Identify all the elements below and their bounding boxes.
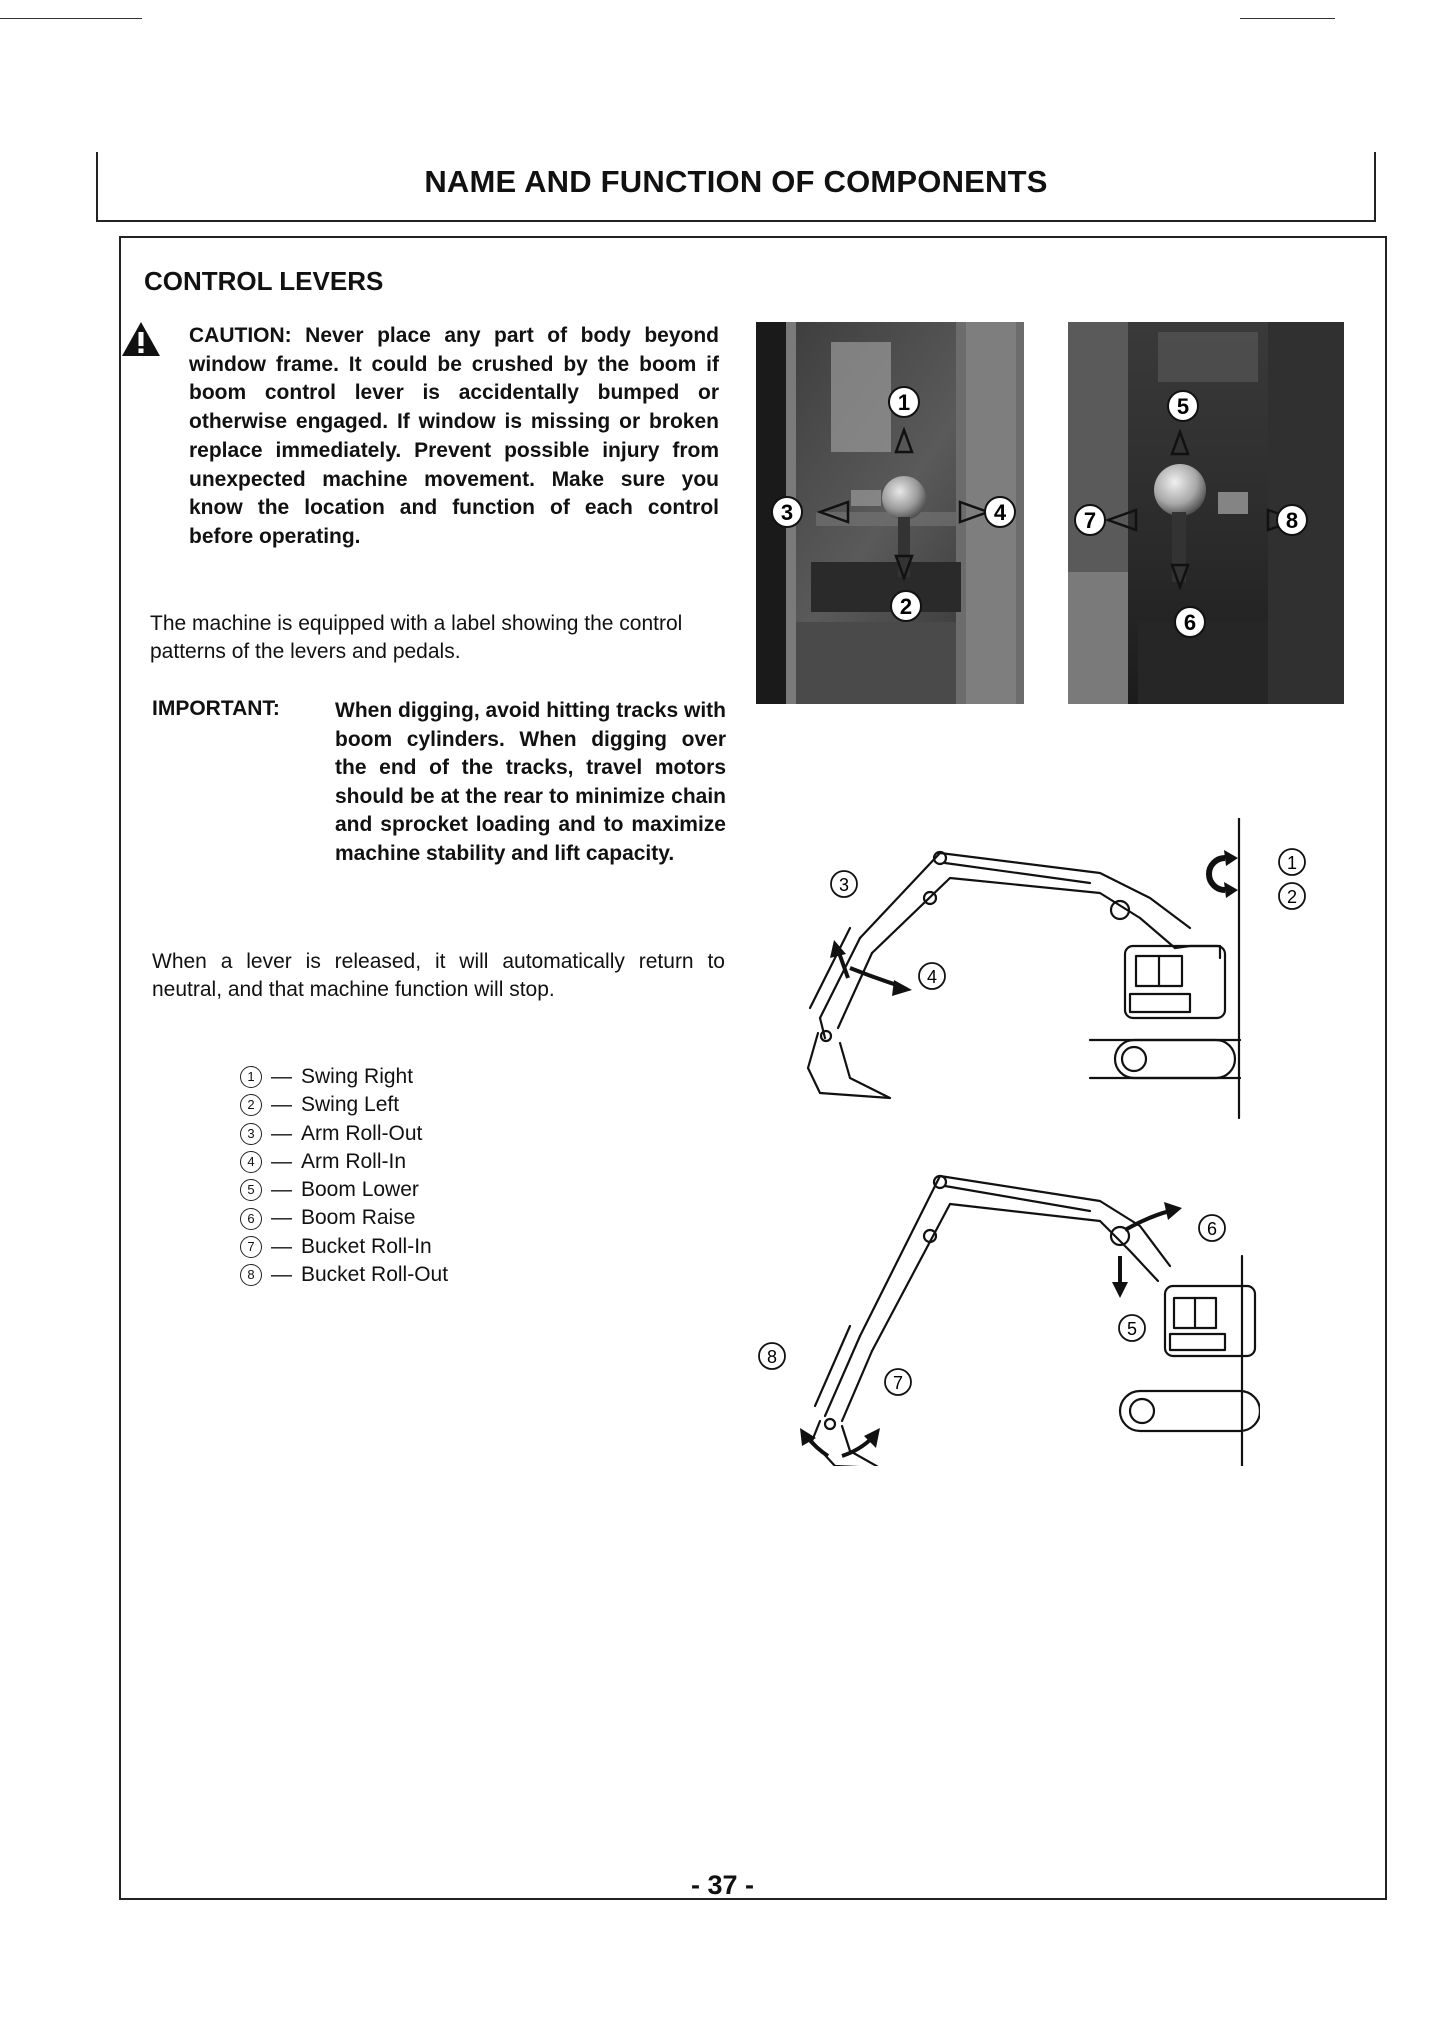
photo-label-5 bbox=[1168, 391, 1198, 421]
svg-text:1: 1 bbox=[1286, 853, 1298, 873]
legend-label: Arm Roll-Out bbox=[301, 1121, 423, 1145]
left-lever-photo bbox=[756, 322, 1024, 704]
photo-label-1 bbox=[889, 387, 919, 417]
diagram-label-4 bbox=[919, 963, 945, 989]
legend-dash: — bbox=[271, 1093, 292, 1117]
photo-label-4 bbox=[985, 497, 1015, 527]
legend-number: 3 bbox=[240, 1123, 262, 1145]
legend-number: 4 bbox=[240, 1151, 262, 1173]
legend-label: Boom Raise bbox=[301, 1206, 416, 1230]
legend-item bbox=[240, 1063, 448, 1091]
svg-text:8: 8 bbox=[766, 1347, 778, 1367]
legend-dash: — bbox=[271, 1206, 292, 1230]
diagram-label-7 bbox=[885, 1369, 911, 1395]
legend-dash: — bbox=[271, 1178, 292, 1202]
legend-number: 8 bbox=[240, 1264, 262, 1286]
legend-label: Boom Lower bbox=[301, 1178, 419, 1202]
diagram-label-3 bbox=[831, 871, 857, 897]
legend-label: Bucket Roll-In bbox=[301, 1234, 432, 1258]
scan-line-left bbox=[0, 18, 142, 19]
svg-text:4: 4 bbox=[926, 967, 938, 987]
legend-item bbox=[240, 1261, 448, 1289]
page-title: NAME AND FUNCTION OF COMPONENTS bbox=[424, 164, 1048, 199]
important-text: When digging, avoid hitting tracks with boom cylinders. When digging over the end of the tracks, travel motors should be at the rear to minimize chain and sprocket loading and to maximize machine stability and lift capacity. bbox=[335, 699, 726, 865]
legend-item bbox=[240, 1204, 448, 1232]
scan-line-right bbox=[1240, 18, 1335, 19]
svg-text:5: 5 bbox=[1126, 1319, 1138, 1339]
legend-label: Arm Roll-In bbox=[301, 1149, 407, 1173]
svg-text:2: 2 bbox=[1286, 887, 1298, 907]
page-number: - 37 - bbox=[690, 1870, 755, 1900]
legend-dash: — bbox=[271, 1065, 292, 1088]
photo-label-7 bbox=[1075, 505, 1105, 535]
right-lever-photo bbox=[1068, 322, 1344, 704]
swing-labels bbox=[1274, 848, 1310, 912]
svg-text:4: 4 bbox=[993, 500, 1007, 525]
header-box bbox=[96, 152, 1376, 222]
caution-text: CAUTION: Never place any part of body beyond window frame. It could be crushed by the boom if boom control lever is accidentally bumped or otherwise engaged. If window is missing or broken replace immediately. Prevent possible injury from unexpected machine movement. Make sure you know the location and function of each control before operating. bbox=[189, 324, 719, 548]
svg-text:2: 2 bbox=[899, 594, 913, 619]
warning-triangle-icon bbox=[120, 320, 162, 358]
diagram-label-5 bbox=[1119, 1315, 1145, 1341]
legend-label: Swing Right bbox=[301, 1065, 414, 1088]
label-info-paragraph: The machine is equipped with a label showing the control patterns of the levers and pedals. bbox=[150, 612, 683, 663]
legend-dash: — bbox=[271, 1263, 292, 1287]
svg-text:7: 7 bbox=[1083, 508, 1097, 533]
svg-text:6: 6 bbox=[1183, 610, 1197, 635]
svg-text:8: 8 bbox=[1285, 508, 1299, 533]
legend-item bbox=[240, 1176, 448, 1204]
legend-item bbox=[240, 1148, 448, 1176]
excavator-boom-bucket-diagram bbox=[750, 1166, 1260, 1466]
legend-number: 5 bbox=[240, 1179, 262, 1201]
photo-label-6 bbox=[1175, 607, 1205, 637]
legend-label: Bucket Roll-Out bbox=[301, 1263, 449, 1287]
svg-text:6: 6 bbox=[1206, 1219, 1218, 1239]
legend-label: Swing Left bbox=[301, 1093, 400, 1117]
svg-text:3: 3 bbox=[838, 875, 850, 895]
legend-number: 2 bbox=[240, 1094, 262, 1116]
legend-number: 7 bbox=[240, 1236, 262, 1258]
legend-dash: — bbox=[271, 1121, 292, 1145]
important-label: IMPORTANT: bbox=[152, 697, 280, 720]
control-legend bbox=[240, 1063, 448, 1289]
diagram-label-1 bbox=[1279, 849, 1305, 875]
legend-dash: — bbox=[271, 1149, 292, 1173]
legend-dash: — bbox=[271, 1234, 292, 1258]
photo-label-2 bbox=[891, 591, 921, 621]
neutral-return-paragraph: When a lever is released, it will automatically return to neutral, and that machine function will stop. bbox=[152, 950, 725, 1001]
section-title: CONTROL LEVERS bbox=[144, 266, 384, 296]
diagram-label-6 bbox=[1199, 1215, 1225, 1241]
photo-label-3 bbox=[772, 497, 802, 527]
legend-item bbox=[240, 1091, 448, 1119]
legend-number: 6 bbox=[240, 1208, 262, 1230]
photo-label-8 bbox=[1277, 505, 1307, 535]
svg-text:5: 5 bbox=[1176, 394, 1190, 419]
svg-text:1: 1 bbox=[897, 390, 911, 415]
diagram-label-2 bbox=[1279, 883, 1305, 909]
excavator-arm-swing-diagram bbox=[780, 818, 1260, 1138]
legend-item bbox=[240, 1120, 448, 1148]
legend-number: 1 bbox=[240, 1066, 262, 1088]
svg-text:7: 7 bbox=[892, 1373, 904, 1393]
legend-item bbox=[240, 1233, 448, 1261]
svg-text:3: 3 bbox=[780, 500, 794, 525]
diagram-label-8 bbox=[759, 1343, 785, 1369]
